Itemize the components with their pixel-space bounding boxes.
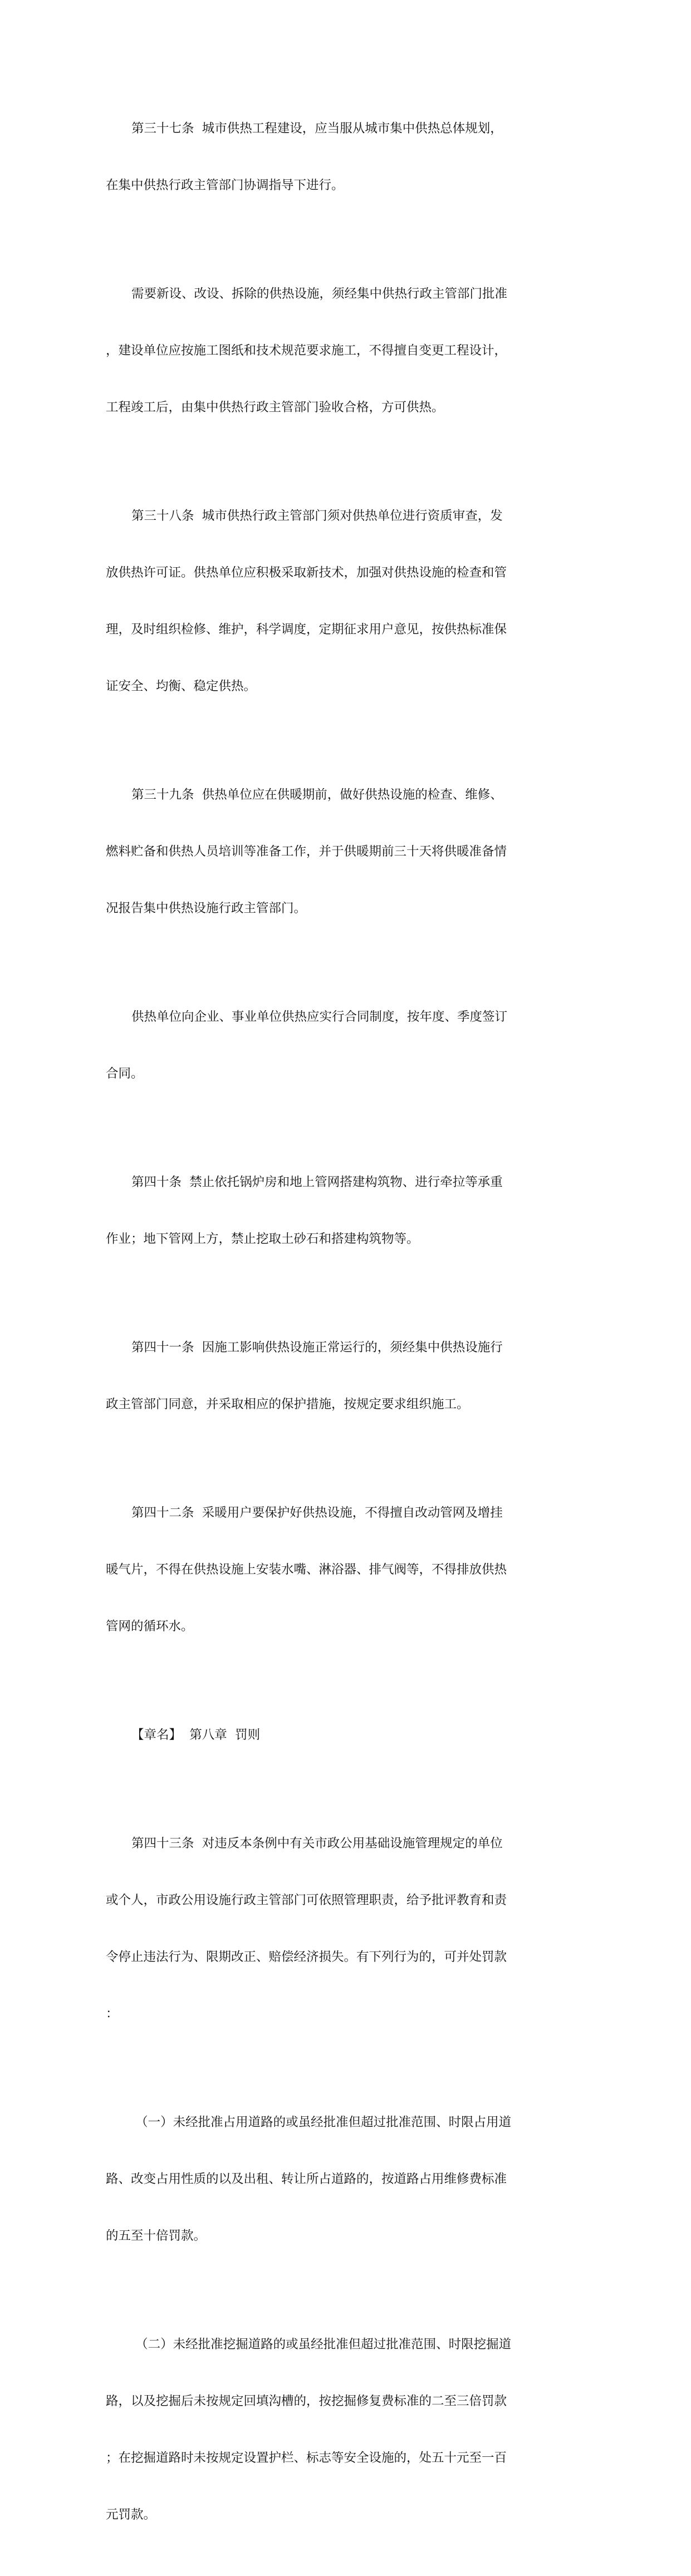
article-42	[106, 1466, 557, 1674]
paragraph-line: 放供热许可证。供热单位应积极采取新技术，加强对供热设施的检查和管	[106, 566, 507, 580]
paragraph-line: 管网的循环水。	[106, 1619, 194, 1634]
paragraph-line: 证安全、均衡、稳定供热。	[106, 679, 257, 694]
document-body	[106, 81, 557, 2576]
paragraph-line: 第四十二条 采暖用户要保护好供热设施，不得擅自改动管网及增挂	[131, 1506, 503, 1520]
paragraph-line: 路，以及挖掘后未按规定回填沟槽的，按挖掘修复费标准的二至三倍罚款	[106, 2394, 507, 2408]
paragraph-line: 暖气片，不得在供热设施上安装水嘴、淋浴器、排气阀等，不得排放供热	[106, 1562, 507, 1577]
paragraph-line: ，建设单位应按施工图纸和技术规范要求施工，不得擅自变更工程设计，	[106, 343, 507, 358]
paragraph-line: 在集中供热行政主管部门协调指导下进行。	[106, 178, 344, 193]
article-38	[106, 469, 557, 734]
paragraph-line: （一）未经批准占用道路的或虽经批准但超过批准范围、时限占用道	[131, 2115, 512, 2130]
paragraph-line: 况报告集中供热设施行政主管部门。	[106, 901, 307, 916]
paragraph-line: 第三十九条 供热单位应在供暖期前，做好供热设施的检查、维修、	[131, 788, 503, 802]
paragraph-line: 作业；地下管网上方，禁止挖取土砂石和搭建构筑物等。	[106, 1232, 419, 1246]
paragraph-line: （二）未经批准挖掘道路的或虽经批准但超过批准范围、时限挖掘道	[131, 2337, 512, 2352]
paragraph-line: 合同。	[106, 1066, 144, 1081]
article-43-item-2	[106, 2297, 557, 2562]
article-37-paragraph-2	[106, 247, 557, 455]
article-40	[106, 1135, 557, 1286]
paragraph-line: 第三十八条 城市供热行政主管部门须对供热单位进行资质审查，发	[131, 509, 503, 523]
paragraph-line: 或个人，市政公用设施行政主管部门可依照管理职责，给予批评教育和责	[106, 1893, 507, 1908]
paragraph-line: 第三十七条 城市供热工程建设，应当服从城市集中供热总体规划，	[131, 121, 503, 136]
paragraph-line: 路、改变占用性质的以及出租、转让所占道路的，按道路占用维修费标准	[106, 2172, 507, 2186]
chapter-heading	[106, 1688, 557, 1782]
paragraph-line: 元罚款。	[106, 2508, 156, 2522]
paragraph-line: ；在挖掘道路时未按规定设置护栏、标志等安全设施的，处五十元至一百	[106, 2451, 507, 2465]
article-37	[106, 81, 557, 233]
paragraph-line: 供热单位向企业、事业单位供热应实行合同制度，按年度、季度签订	[131, 1010, 508, 1024]
paragraph-line: 令停止违法行为、限期改正、赔偿经济损失。有下列行为的，可并处罚款	[106, 1950, 507, 1964]
paragraph-line: 燃料贮备和供热人员培训等准备工作，并于供暖期前三十天将供暖准备情	[106, 844, 507, 859]
paragraph-line: 第四十条 禁止依托锅炉房和地上管网搭建构筑物、进行牵拉等承重	[131, 1175, 503, 1189]
paragraph-line: 理，及时组织检修、维护，科学调度，定期征求用户意见，按供热标准保	[106, 622, 507, 637]
article-43	[106, 1796, 557, 2061]
chapter-title: 【章名】 第八章 罚则	[131, 1728, 261, 1742]
paragraph-line: 工程竣工后，由集中供热行政主管部门验收合格，方可供热。	[106, 400, 444, 415]
paragraph-line: 第四十一条 因施工影响供热设施正常运行的，须经集中供热设施行	[131, 1340, 503, 1355]
article-39	[106, 748, 557, 956]
paragraph-line: 政主管部门同意，并采取相应的保护措施，按规定要求组织施工。	[106, 1397, 469, 1412]
article-41	[106, 1300, 557, 1452]
paragraph-line: ：	[106, 2007, 119, 2021]
article-43-item-1	[106, 2075, 557, 2283]
paragraph-line: 第四十三条 对违反本条例中有关市政公用基础设施管理规定的单位	[131, 1836, 503, 1851]
paragraph-line: 需要新设、改设、拆除的供热设施，须经集中供热行政主管部门批准	[131, 287, 508, 301]
paragraph-line: 的五至十倍罚款。	[106, 2229, 207, 2243]
article-39-paragraph-2	[106, 970, 557, 1121]
